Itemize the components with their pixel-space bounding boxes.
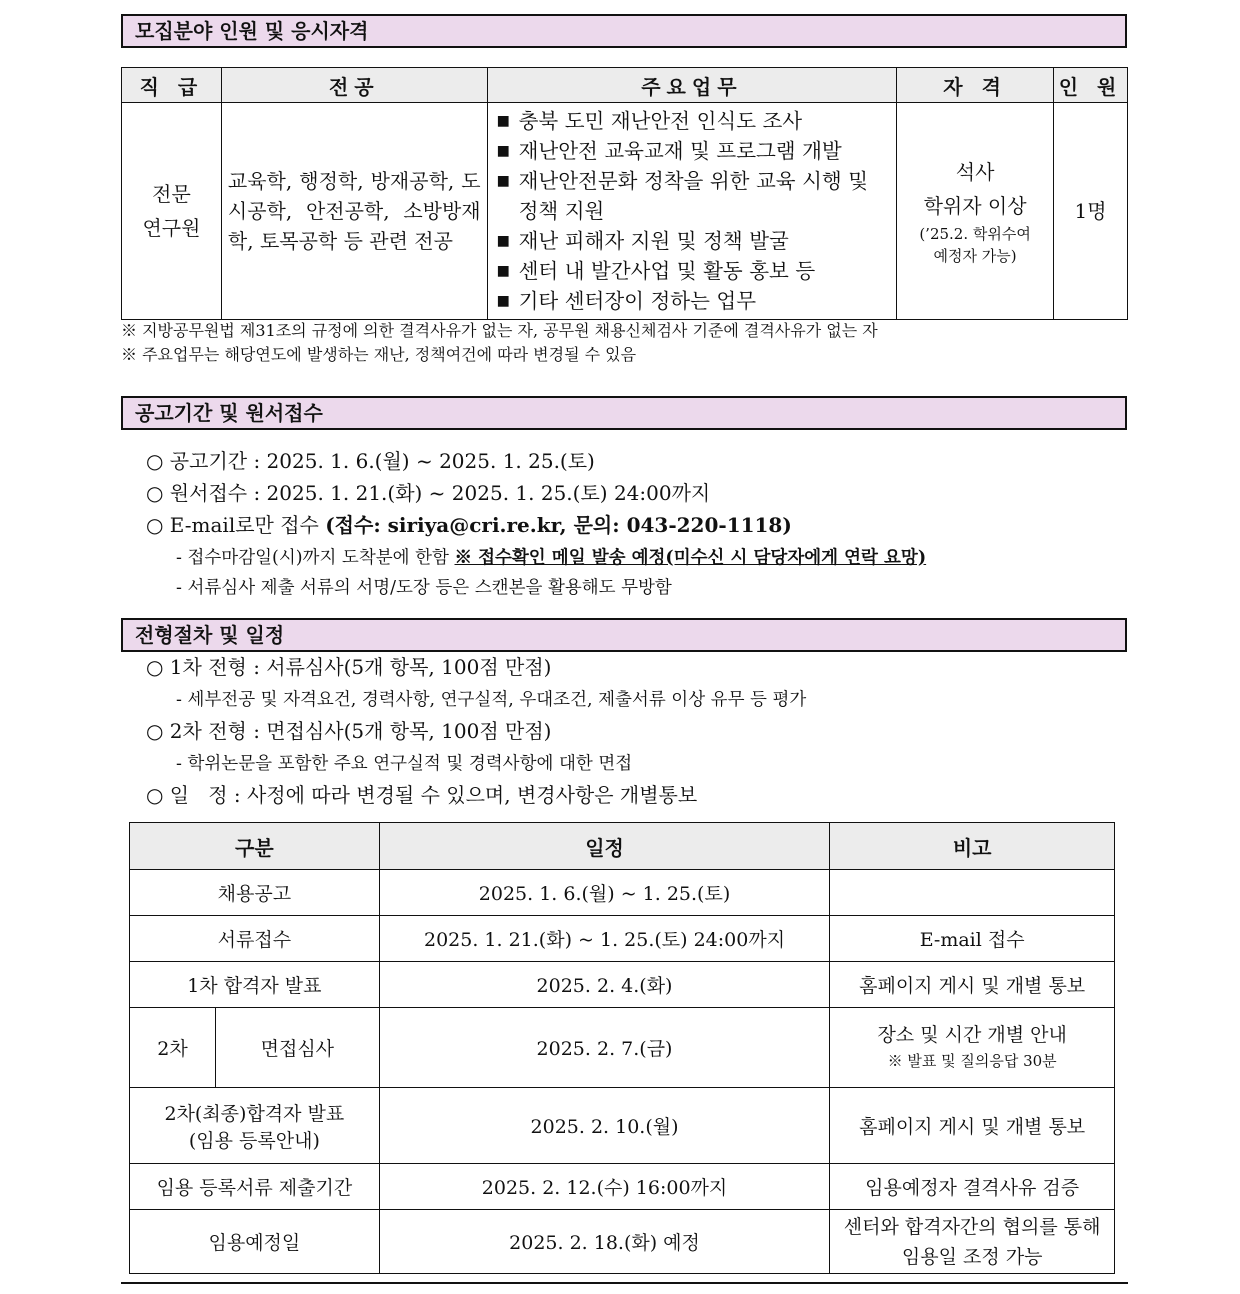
section-header-application: 공고기간 및 원서접수	[121, 396, 1127, 430]
row-note-small: ※ 발표 및 질의응답 30분	[887, 1052, 1057, 1070]
list-item	[495, 286, 890, 316]
rank-line-2: 연구원	[142, 216, 201, 240]
stage1-sub: - 세부전공 및 자격요건, 경력사항, 연구실적, 우대조건, 제출서류 이상 유무 등 평가	[176, 690, 807, 710]
row-label: 임용 등록서류 제출기간	[130, 1164, 380, 1210]
major-cell: 교육학, 행정학, 방재공학, 도시공학, 안전공학, 소방방재학, 토목공학 등 관련 전공	[221, 103, 487, 320]
row-note-line-2: 임용일 조정 가능	[901, 1245, 1043, 1268]
header-duties: 주요업무	[487, 68, 897, 103]
qualification-line-2: 학위자 이상	[923, 194, 1027, 218]
confirmation-notice: ※ 접수확인 메일 발송 예정(미수신 시 담당자에게 연락 요망)	[454, 548, 927, 568]
row-note-line-1: 센터와 합격자간의 협의를 통해	[843, 1215, 1101, 1238]
table-row	[130, 1008, 1115, 1088]
qualification-line-1: 석사	[955, 160, 995, 184]
row-note: E-mail 접수	[830, 916, 1115, 962]
bottom-rule	[121, 1282, 1128, 1284]
scan-note: - 서류심사 제출 서류의 서명/도장 등은 스캔본을 활용해도 무방함	[176, 578, 672, 598]
list-item	[495, 136, 890, 166]
row-label-stage: 2차	[130, 1008, 216, 1088]
row-label: 1차 합격자 발표	[130, 962, 380, 1008]
row-date: 2025. 1. 6.(월) ~ 1. 25.(토)	[379, 870, 830, 916]
schedule-table	[129, 822, 1115, 1274]
announcement-period: ○ 공고기간 : 2025. 1. 6.(월) ~ 2025. 1. 25.(토)	[146, 449, 595, 473]
rank-cell	[122, 103, 222, 320]
square-bullet-icon: ■	[496, 293, 510, 309]
header-major: 전공	[221, 68, 487, 103]
row-label-line-1: 2차(최종)합격자 발표	[164, 1102, 345, 1125]
stage1-line: ○ 1차 전형 : 서류심사(5개 항목, 100점 만점)	[146, 655, 552, 679]
email-prefix: ○ E-mail로만 접수	[146, 513, 326, 537]
duty-text: 기타 센터장이 정하는 업무	[518, 289, 756, 313]
table-row	[130, 1088, 1115, 1164]
list-item	[495, 106, 890, 136]
square-bullet-icon: ■	[496, 113, 510, 129]
row-note: 임용예정자 결격사유 검증	[830, 1164, 1115, 1210]
row-label: 서류접수	[130, 916, 380, 962]
duties-cell	[487, 103, 897, 320]
note-duties-change: ※ 주요업무는 해당연도에 발생하는 재난, 정책여건에 따라 변경될 수 있음	[121, 345, 637, 364]
duty-text: 재난안전문화 정착을 위한 교육 시행 및 정책 지원	[518, 169, 869, 223]
header-rank: 직 급	[122, 68, 222, 103]
header-qualification: 자 격	[897, 68, 1054, 103]
row-note	[830, 870, 1115, 916]
stage2-line: ○ 2차 전형 : 면접심사(5개 항목, 100점 만점)	[146, 719, 552, 743]
row-label-line-2: (임용 등록안내)	[188, 1129, 320, 1152]
headcount-cell: 1명	[1054, 103, 1128, 320]
recruitment-table	[121, 67, 1128, 320]
row-date: 2025. 2. 18.(화) 예정	[379, 1210, 830, 1274]
header-schedule: 일정	[379, 823, 830, 870]
row-note-main: 장소 및 시간 개별 안내	[877, 1024, 1067, 1046]
table-row	[130, 916, 1115, 962]
qualification-cell	[897, 103, 1054, 320]
email-contact: (접수: siriya@cri.re.kr, 문의: 043-220-1118)	[325, 513, 792, 537]
deadline-note	[176, 545, 926, 571]
list-item	[495, 166, 890, 226]
square-bullet-icon: ■	[496, 263, 510, 279]
application-period: ○ 원서접수 : 2025. 1. 21.(화) ~ 2025. 1. 25.(토) 24:00까지	[146, 481, 711, 505]
rank-line-1: 전문	[152, 182, 191, 206]
section-header-procedure: 전형절차 및 일정	[121, 618, 1127, 652]
note-disqualification: ※ 지방공무원법 제31조의 규정에 의한 결격사유가 없는 자, 공무원 채용신체검사 기준에 결격사유가 없는 자	[121, 321, 878, 340]
header-category: 구분	[130, 823, 380, 870]
qualification-note-1: (’25.2. 학위수여	[919, 225, 1031, 243]
row-date: 2025. 2. 12.(수) 16:00까지	[379, 1164, 830, 1210]
duty-text: 센터 내 발간사업 및 활동 홍보 등	[518, 259, 816, 283]
list-item	[495, 226, 890, 256]
deadline-prefix: - 접수마감일(시)까지 도착분에 한함	[176, 548, 455, 568]
list-item	[495, 256, 890, 286]
table-row	[130, 870, 1115, 916]
row-note: 홈페이지 게시 및 개별 통보	[830, 962, 1115, 1008]
row-note	[830, 1008, 1115, 1088]
email-application	[146, 510, 792, 540]
duty-text: 충북 도민 재난안전 인식도 조사	[518, 109, 803, 133]
row-note: 홈페이지 게시 및 개별 통보	[830, 1088, 1115, 1164]
qualification-note-2: 예정자 가능)	[933, 247, 1017, 265]
row-date: 2025. 1. 21.(화) ~ 1. 25.(토) 24:00까지	[379, 916, 830, 962]
stage2-sub: - 학위논문을 포함한 주요 연구실적 및 경력사항에 대한 면접	[176, 754, 633, 774]
row-label: 채용공고	[130, 870, 380, 916]
table-header-row	[130, 823, 1115, 870]
duty-text: 재난안전 교육교재 및 프로그램 개발	[518, 139, 842, 163]
row-label-sub: 면접심사	[215, 1008, 379, 1088]
schedule-line: ○ 일 정 : 사정에 따라 변경될 수 있으며, 변경사항은 개별통보	[146, 783, 698, 807]
row-note	[830, 1210, 1115, 1274]
table-header-row	[122, 68, 1128, 103]
header-headcount: 인 원	[1054, 68, 1128, 103]
table-row	[130, 962, 1115, 1008]
row-date: 2025. 2. 10.(월)	[379, 1088, 830, 1164]
row-label: 임용예정일	[130, 1210, 380, 1274]
square-bullet-icon: ■	[496, 173, 510, 189]
table-row	[130, 1210, 1115, 1274]
row-date: 2025. 2. 7.(금)	[379, 1008, 830, 1088]
square-bullet-icon: ■	[496, 233, 510, 249]
header-remarks: 비고	[830, 823, 1115, 870]
section-header-recruitment: 모집분야 인원 및 응시자격	[121, 14, 1127, 48]
table-row	[130, 1164, 1115, 1210]
duty-text: 재난 피해자 지원 및 정책 발굴	[518, 229, 789, 253]
row-date: 2025. 2. 4.(화)	[379, 962, 830, 1008]
table-row	[122, 103, 1128, 320]
square-bullet-icon: ■	[496, 143, 510, 159]
row-label	[130, 1088, 380, 1164]
